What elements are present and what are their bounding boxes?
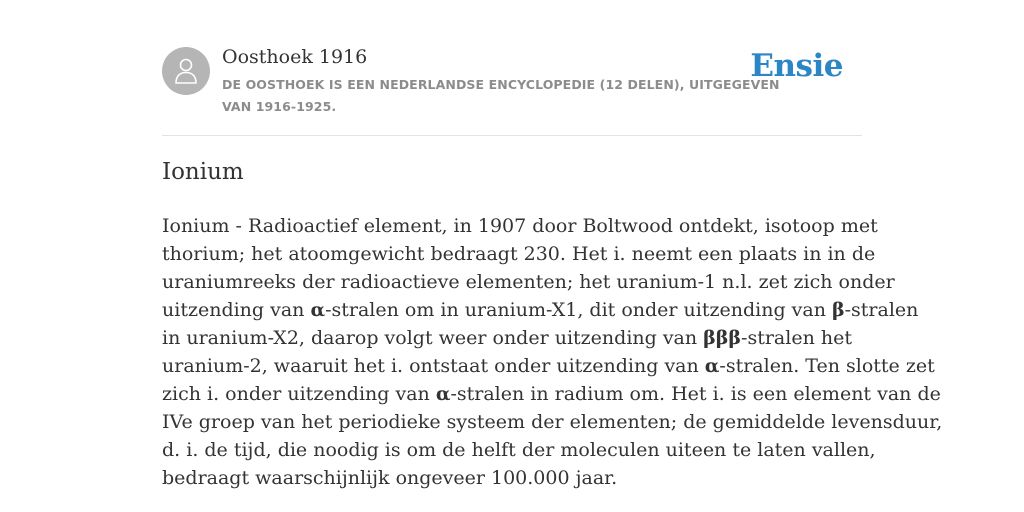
alpha-symbol: α <box>310 299 326 321</box>
divider <box>162 135 862 136</box>
body-line <box>162 296 919 324</box>
body-text-segment: -stralen <box>844 299 919 321</box>
body-line <box>162 324 872 352</box>
body-text-segment: -stralen het <box>741 327 852 349</box>
alpha-symbol: α <box>435 383 451 405</box>
body-text-segment: -stralen in radium om. Het i. is een element van de <box>450 383 941 405</box>
body-text-segment: -stralen om in uranium-X1, dit onder uitzending van <box>325 299 832 321</box>
body-line: IVe groep van het periodieke systeem der elementen; de gemiddelde levensduur, <box>162 411 943 433</box>
source-header <box>162 45 862 135</box>
body-text-segment: zich i. onder uitzending van <box>162 383 436 405</box>
body-line: Ionium - Radioactief element, in 1907 door Boltwood ontdekt, isotoop met <box>162 215 878 237</box>
article-body <box>162 212 943 492</box>
body-line: d. i. de tijd, die noodig is om de helft der moleculen uiteen te laten vallen, <box>162 439 876 461</box>
beta-symbols: βββ <box>703 327 742 349</box>
body-text-segment: uranium-2, waaruit het i. ontstaat onder uitzending van <box>162 355 705 377</box>
body-line <box>162 380 941 408</box>
beta-symbol: β <box>831 299 845 321</box>
alpha-symbol: α <box>704 355 720 377</box>
body-text-segment: -stralen. Ten slotte zet <box>719 355 935 377</box>
body-text-segment: uitzending van <box>162 299 311 321</box>
source-name[interactable]: Oosthoek 1916 <box>222 46 368 68</box>
body-text-segment: in uranium-X2, daarop volgt weer onder uitzending van <box>162 327 704 349</box>
source-description <box>222 74 780 118</box>
article-title: Ionium <box>162 159 244 185</box>
body-line: uraniumreeks der radioactieve elementen; het uranium-1 n.l. zet zich onder <box>162 271 895 293</box>
body-line: thorium; het atoomgewicht bedraagt 230. Het i. neemt een plaats in in de <box>162 243 876 265</box>
body-line: bedraagt waarschijnlijk ongeveer 100.000 jaar. <box>162 467 618 489</box>
ensie-logo[interactable]: Ensie <box>750 48 843 84</box>
user-icon <box>174 57 198 85</box>
source-description-line: DE OOSTHOEK IS EEN NEDERLANDSE ENCYCLOPEDIE (12 DELEN), UITGEGEVEN <box>222 77 780 92</box>
body-line <box>162 352 935 380</box>
source-description-line: VAN 1916-1925. <box>222 99 337 114</box>
source-avatar[interactable] <box>162 47 210 95</box>
